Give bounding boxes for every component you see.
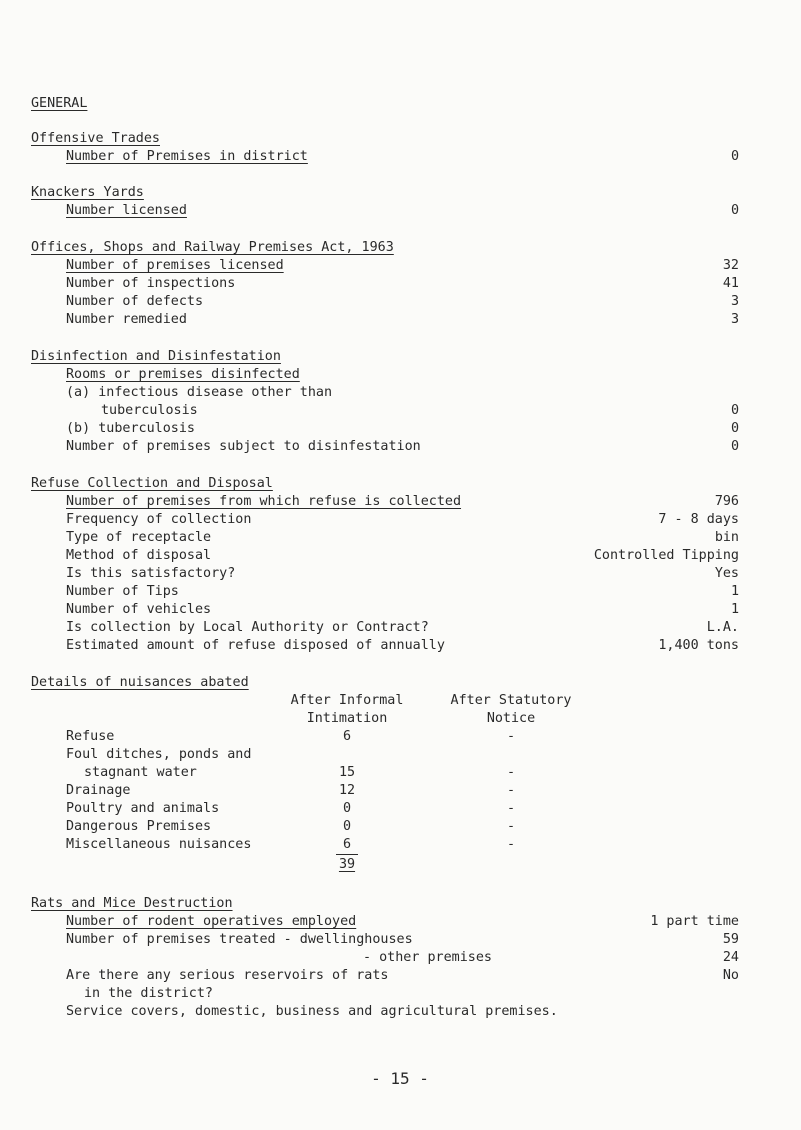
rats-operatives-label: Number of rodent operatives employed	[66, 914, 357, 929]
rats-treated-label: Number of premises treated - dwellinghouses	[66, 932, 413, 947]
nuisances-total: 39	[338, 857, 356, 872]
nuisance-statutory: -	[506, 801, 516, 816]
offices-row-label: Number of premises licensed	[66, 258, 284, 273]
rats-treated-value: 59	[722, 932, 739, 947]
page-heading: GENERAL	[31, 96, 88, 111]
knackers-yards-label: Number licensed	[66, 203, 187, 218]
refuse-row-label: Number of premises from which refuse is collected	[66, 494, 462, 509]
refuse-row-value: Yes	[714, 566, 739, 581]
rats-reservoirs-label: Are there any serious reservoirs of rats	[66, 968, 389, 983]
nuisance-informal: 12	[338, 783, 356, 798]
rats-service-note: Service covers, domestic, business and agricultural premises.	[66, 1004, 558, 1019]
offices-row-label: Number remedied	[66, 312, 187, 327]
rats-title: Rats and Mice Destruction	[31, 896, 233, 911]
nuisance-informal: 0	[342, 819, 352, 834]
refuse-row-label: Frequency of collection	[66, 512, 252, 527]
nuisance-label: Refuse	[66, 729, 115, 744]
refuse-row-value: Controlled Tipping	[593, 548, 739, 563]
nuisance-label: Foul ditches, ponds and	[66, 747, 252, 762]
refuse-row-label: Number of vehicles	[66, 602, 212, 617]
col-informal-header: After Informal	[290, 693, 404, 708]
col-informal-header-2: Intimation	[306, 711, 388, 726]
offensive-trades-title: Offensive Trades	[31, 131, 160, 146]
rats-operatives-value: 1 part time	[650, 914, 739, 929]
disinfestation-label: Number of premises subject to disinfestation	[66, 439, 421, 454]
offices-row-label: Number of inspections	[66, 276, 236, 291]
offices-row-label: Number of defects	[66, 294, 204, 309]
rats-other-value: 24	[722, 950, 739, 965]
nuisances-title: Details of nuisances abated	[31, 675, 249, 690]
offices-row-value: 3	[730, 294, 739, 309]
refuse-row-value: 1	[730, 584, 739, 599]
offensive-trades-label: Number of Premises in district	[66, 149, 308, 164]
nuisance-informal: 6	[342, 837, 352, 852]
nuisance-statutory: -	[506, 783, 516, 798]
nuisance-statutory: -	[506, 765, 516, 780]
refuse-row-value: 1	[730, 602, 739, 617]
nuisance-label: Dangerous Premises	[66, 819, 212, 834]
refuse-row-label: Is this satisfactory?	[66, 566, 236, 581]
refuse-title: Refuse Collection and Disposal	[31, 476, 273, 491]
disinfestation-value: 0	[730, 439, 739, 454]
col-statutory-header: After Statutory	[450, 693, 572, 708]
rats-reservoirs-value: No	[722, 968, 739, 983]
page-number: - 15 -	[371, 1069, 429, 1088]
disinfection-b-value: 0	[730, 421, 739, 436]
knackers-yards-title: Knackers Yards	[31, 185, 144, 200]
nuisance-label: Poultry and animals	[66, 801, 220, 816]
refuse-row-label: Method of disposal	[66, 548, 212, 563]
refuse-row-label: Type of receptacle	[66, 530, 212, 545]
nuisance-informal: 15	[338, 765, 356, 780]
nuisance-informal: 0	[342, 801, 352, 816]
refuse-row-label: Number of Tips	[66, 584, 179, 599]
disinfection-a-label: (a) infectious disease other than	[66, 385, 333, 400]
disinfection-title: Disinfection and Disinfestation	[31, 349, 281, 364]
refuse-row-label: Is collection by Local Authority or Contract?	[66, 620, 429, 635]
refuse-row-value: 796	[714, 494, 739, 509]
disinfection-subtitle: Rooms or premises disinfected	[66, 367, 300, 382]
nuisance-label: Miscellaneous nuisances	[66, 837, 252, 852]
disinfection-a-value: 0	[730, 403, 739, 418]
refuse-row-value: L.A.	[706, 620, 739, 635]
refuse-row-value: 7 - 8 days	[658, 512, 739, 527]
nuisance-statutory: -	[506, 729, 516, 744]
col-statutory-header-2: Notice	[486, 711, 536, 726]
offices-title: Offices, Shops and Railway Premises Act, 1963	[31, 240, 394, 255]
rats-other-label: - other premises	[363, 950, 492, 965]
nuisance-label: Drainage	[66, 783, 131, 798]
knackers-yards-value: 0	[730, 203, 739, 218]
nuisance-statutory: -	[506, 837, 516, 852]
disinfection-a-label-cont: tuberculosis	[101, 403, 198, 418]
total-rule	[336, 854, 358, 855]
refuse-row-label: Estimated amount of refuse disposed of annually	[66, 638, 445, 653]
offensive-trades-value: 0	[730, 149, 739, 164]
offices-row-value: 3	[730, 312, 739, 327]
nuisance-label: stagnant water	[84, 765, 197, 780]
disinfection-b-label: (b) tuberculosis	[66, 421, 195, 436]
offices-row-value: 32	[722, 258, 739, 273]
refuse-row-value: 1,400 tons	[658, 638, 739, 653]
rats-reservoirs-label-cont: in the district?	[84, 986, 213, 1001]
nuisance-informal: 6	[342, 729, 352, 744]
nuisance-statutory: -	[506, 819, 516, 834]
refuse-row-value: bin	[714, 530, 739, 545]
offices-row-value: 41	[722, 276, 739, 291]
